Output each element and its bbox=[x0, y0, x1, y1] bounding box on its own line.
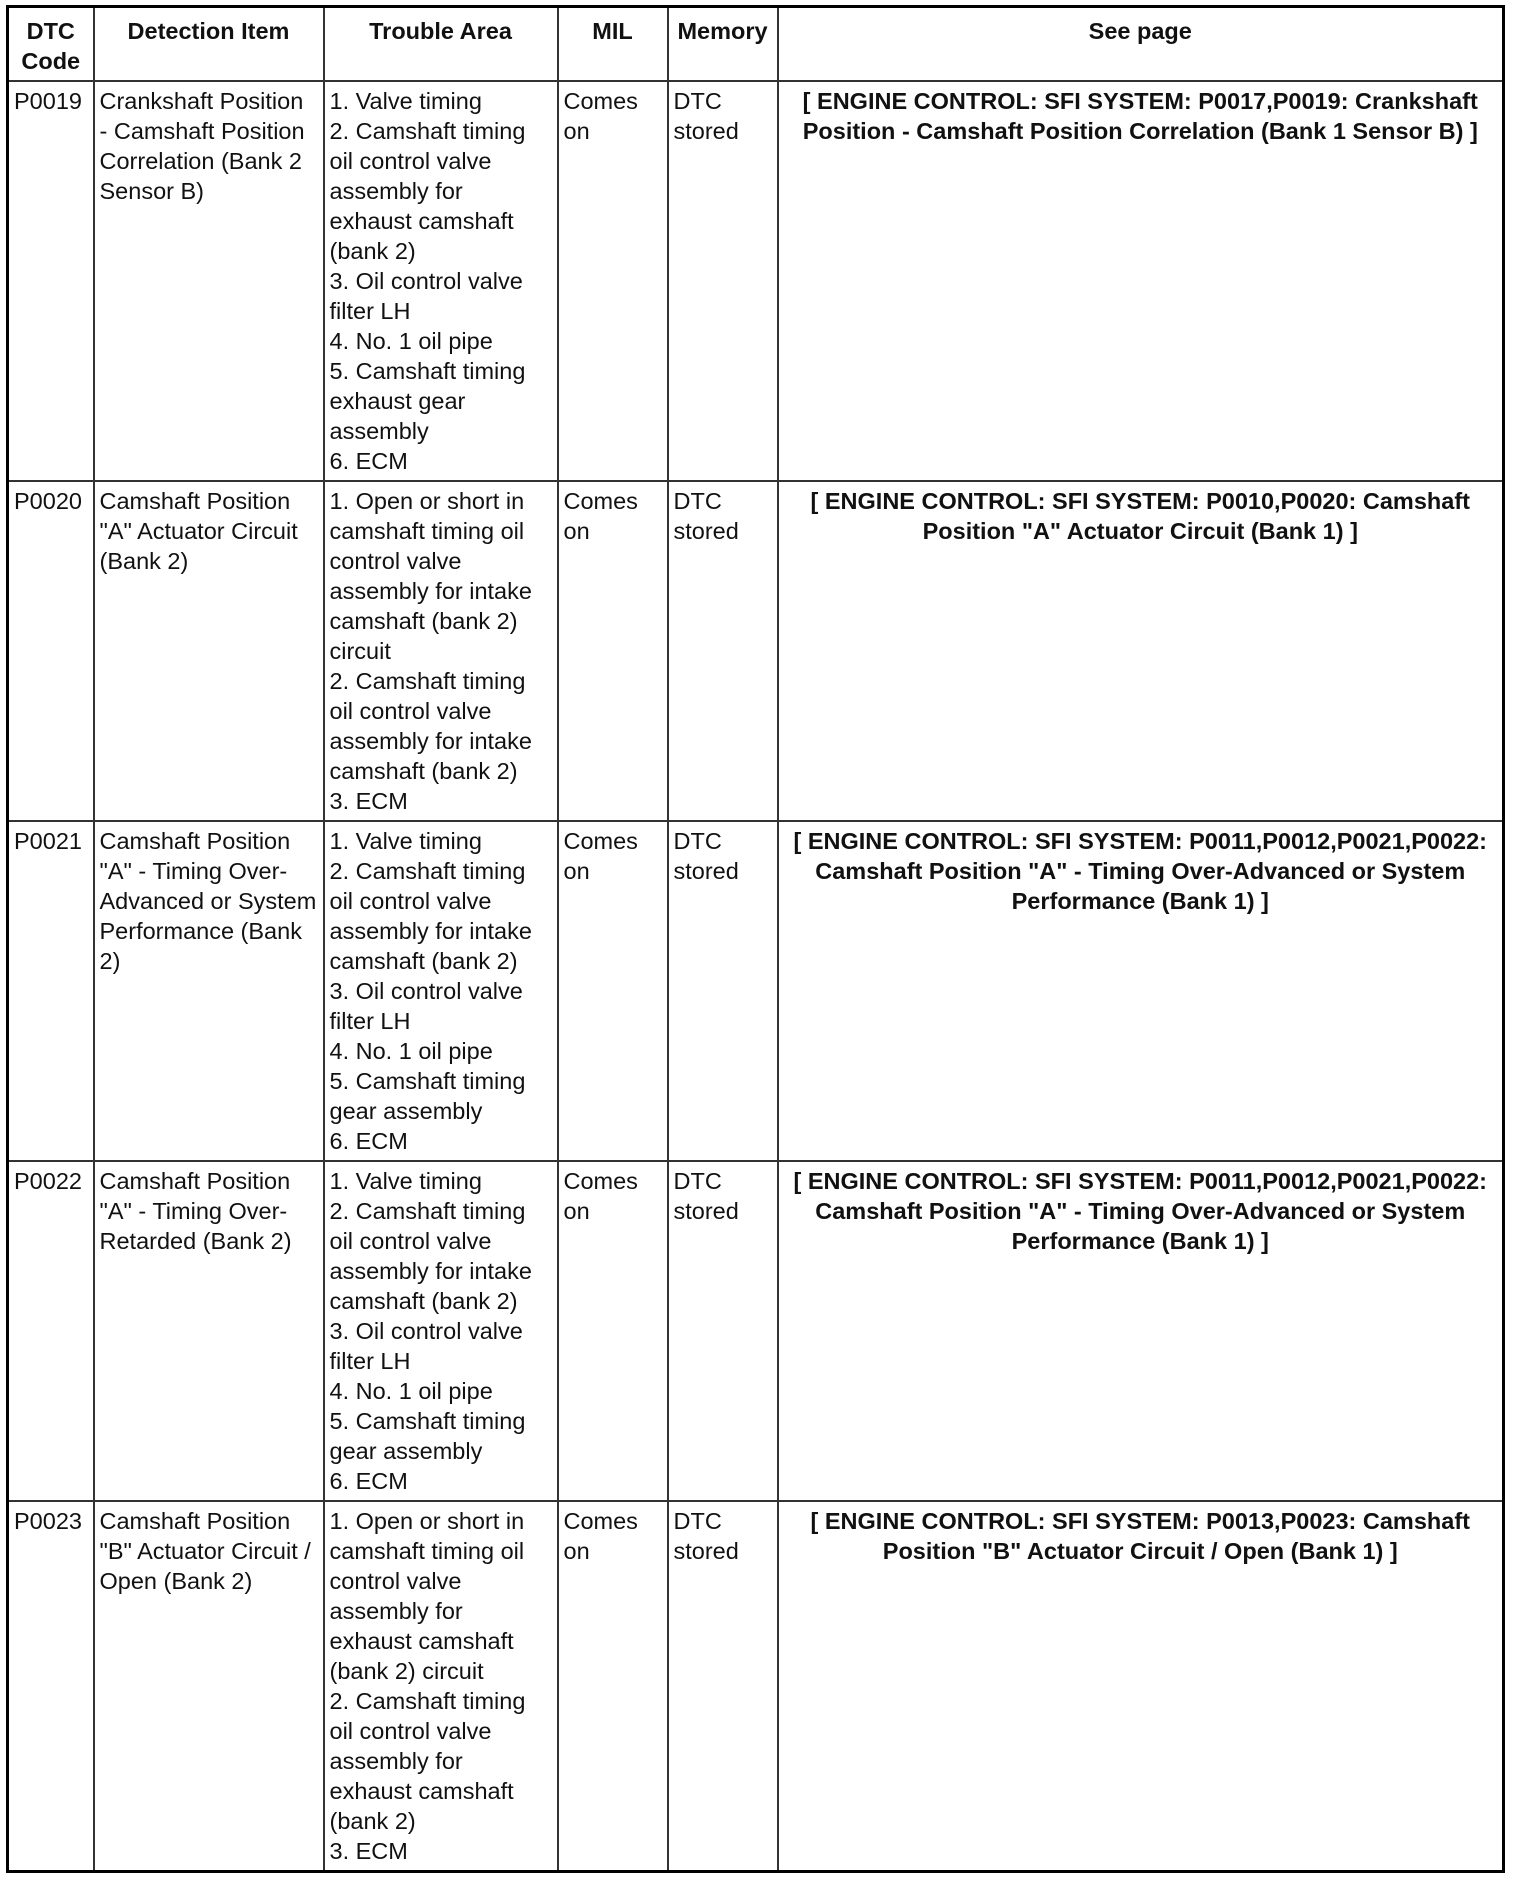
trouble-area-cell bbox=[324, 1501, 558, 1872]
trouble-area-cell bbox=[324, 81, 558, 481]
detection-item-cell: Crankshaft Position - Camshaft Position Correlation (Bank 2 Sensor B) bbox=[94, 81, 324, 481]
trouble-area-line: 5. Camshaft timing gear assembly bbox=[329, 1408, 526, 1464]
detection-item-cell: Camshaft Position "A" - Timing Over-Retarded (Bank 2) bbox=[94, 1161, 324, 1501]
dtc-code-cell: P0019 bbox=[8, 81, 94, 481]
trouble-area-line: 1. Valve timing bbox=[329, 88, 482, 114]
trouble-area-line: 2. Camshaft timing oil control valve assembly for exhaust camshaft (bank 2) bbox=[329, 118, 526, 264]
memory-cell: DTC stored bbox=[668, 1161, 778, 1501]
trouble-area-line: 2. Camshaft timing oil control valve assembly for intake camshaft (bank 2) bbox=[329, 858, 532, 974]
table-row bbox=[8, 81, 1504, 481]
mil-cell: Comes on bbox=[558, 481, 668, 821]
table-row bbox=[8, 821, 1504, 1161]
trouble-area-line: 6. ECM bbox=[329, 1468, 408, 1494]
mil-cell: Comes on bbox=[558, 1501, 668, 1872]
table-row bbox=[8, 1161, 1504, 1501]
memory-cell: DTC stored bbox=[668, 821, 778, 1161]
dtc-code-cell: P0020 bbox=[8, 481, 94, 821]
header-detection-item: Detection Item bbox=[94, 7, 324, 82]
trouble-area-line: 4. No. 1 oil pipe bbox=[329, 1378, 493, 1404]
table-row bbox=[8, 481, 1504, 821]
trouble-area-line: 3. Oil control valve filter LH bbox=[329, 978, 523, 1034]
memory-cell: DTC stored bbox=[668, 481, 778, 821]
detection-item-cell: Camshaft Position "A" - Timing Over-Advanced or System Performance (Bank 2) bbox=[94, 821, 324, 1161]
see-page-link[interactable]: [ ENGINE CONTROL: SFI SYSTEM: P0011,P0012,P0021,P0022: Camshaft Position "A" - Timing Over-Advanced or System Performance (Bank 1) ] bbox=[778, 821, 1504, 1161]
table-row bbox=[8, 1501, 1504, 1872]
trouble-area-line: 3. ECM bbox=[329, 1838, 408, 1864]
trouble-area-line: 2. Camshaft timing oil control valve assembly for exhaust camshaft (bank 2) bbox=[329, 1688, 526, 1834]
see-page-link[interactable]: [ ENGINE CONTROL: SFI SYSTEM: P0010,P0020: Camshaft Position "A" Actuator Circuit (Bank 1) ] bbox=[778, 481, 1504, 821]
trouble-area-line: 4. No. 1 oil pipe bbox=[329, 328, 493, 354]
trouble-area-line: 6. ECM bbox=[329, 448, 408, 474]
detection-item-cell: Camshaft Position "B" Actuator Circuit / Open (Bank 2) bbox=[94, 1501, 324, 1872]
trouble-area-line: 5. Camshaft timing exhaust gear assembly bbox=[329, 358, 526, 444]
header-trouble-area: Trouble Area bbox=[324, 7, 558, 82]
trouble-area-line: 1. Open or short in camshaft timing oil control valve assembly for intake camshaft (bank 2) circuit bbox=[329, 488, 532, 664]
header-see-page: See page bbox=[778, 7, 1504, 82]
trouble-area-line: 6. ECM bbox=[329, 1128, 408, 1154]
mil-cell: Comes on bbox=[558, 81, 668, 481]
trouble-area-line: 1. Valve timing bbox=[329, 1168, 482, 1194]
mil-cell: Comes on bbox=[558, 821, 668, 1161]
trouble-area-line: 1. Valve timing bbox=[329, 828, 482, 854]
trouble-area-line: 3. Oil control valve filter LH bbox=[329, 1318, 523, 1374]
trouble-area-line: 2. Camshaft timing oil control valve assembly for intake camshaft (bank 2) bbox=[329, 1198, 532, 1314]
trouble-area-line: 3. ECM bbox=[329, 788, 408, 814]
trouble-area-line: 3. Oil control valve filter LH bbox=[329, 268, 523, 324]
dtc-code-cell: P0023 bbox=[8, 1501, 94, 1872]
trouble-area-cell bbox=[324, 481, 558, 821]
see-page-link[interactable]: [ ENGINE CONTROL: SFI SYSTEM: P0017,P0019: Crankshaft Position - Camshaft Position Correlation (Bank 1 Sensor B) ] bbox=[778, 81, 1504, 481]
detection-item-cell: Camshaft Position "A" Actuator Circuit (Bank 2) bbox=[94, 481, 324, 821]
header-mil: MIL bbox=[558, 7, 668, 82]
trouble-area-line: 2. Camshaft timing oil control valve assembly for intake camshaft (bank 2) bbox=[329, 668, 532, 784]
dtc-code-cell: P0021 bbox=[8, 821, 94, 1161]
trouble-area-line: 5. Camshaft timing gear assembly bbox=[329, 1068, 526, 1124]
trouble-area-line: 1. Open or short in camshaft timing oil control valve assembly for exhaust camshaft (bank 2) circuit bbox=[329, 1508, 525, 1684]
header-dtc-code: DTC Code bbox=[8, 7, 94, 82]
dtc-table bbox=[6, 5, 1505, 1873]
memory-cell: DTC stored bbox=[668, 81, 778, 481]
trouble-area-cell bbox=[324, 1161, 558, 1501]
dtc-code-cell: P0022 bbox=[8, 1161, 94, 1501]
see-page-link[interactable]: [ ENGINE CONTROL: SFI SYSTEM: P0013,P0023: Camshaft Position "B" Actuator Circuit / Open (Bank 1) ] bbox=[778, 1501, 1504, 1872]
header-row bbox=[8, 7, 1504, 82]
see-page-link[interactable]: [ ENGINE CONTROL: SFI SYSTEM: P0011,P0012,P0021,P0022: Camshaft Position "A" - Timing Over-Advanced or System Performance (Bank 1) ] bbox=[778, 1161, 1504, 1501]
trouble-area-cell bbox=[324, 821, 558, 1161]
header-memory: Memory bbox=[668, 7, 778, 82]
trouble-area-line: 4. No. 1 oil pipe bbox=[329, 1038, 493, 1064]
mil-cell: Comes on bbox=[558, 1161, 668, 1501]
memory-cell: DTC stored bbox=[668, 1501, 778, 1872]
